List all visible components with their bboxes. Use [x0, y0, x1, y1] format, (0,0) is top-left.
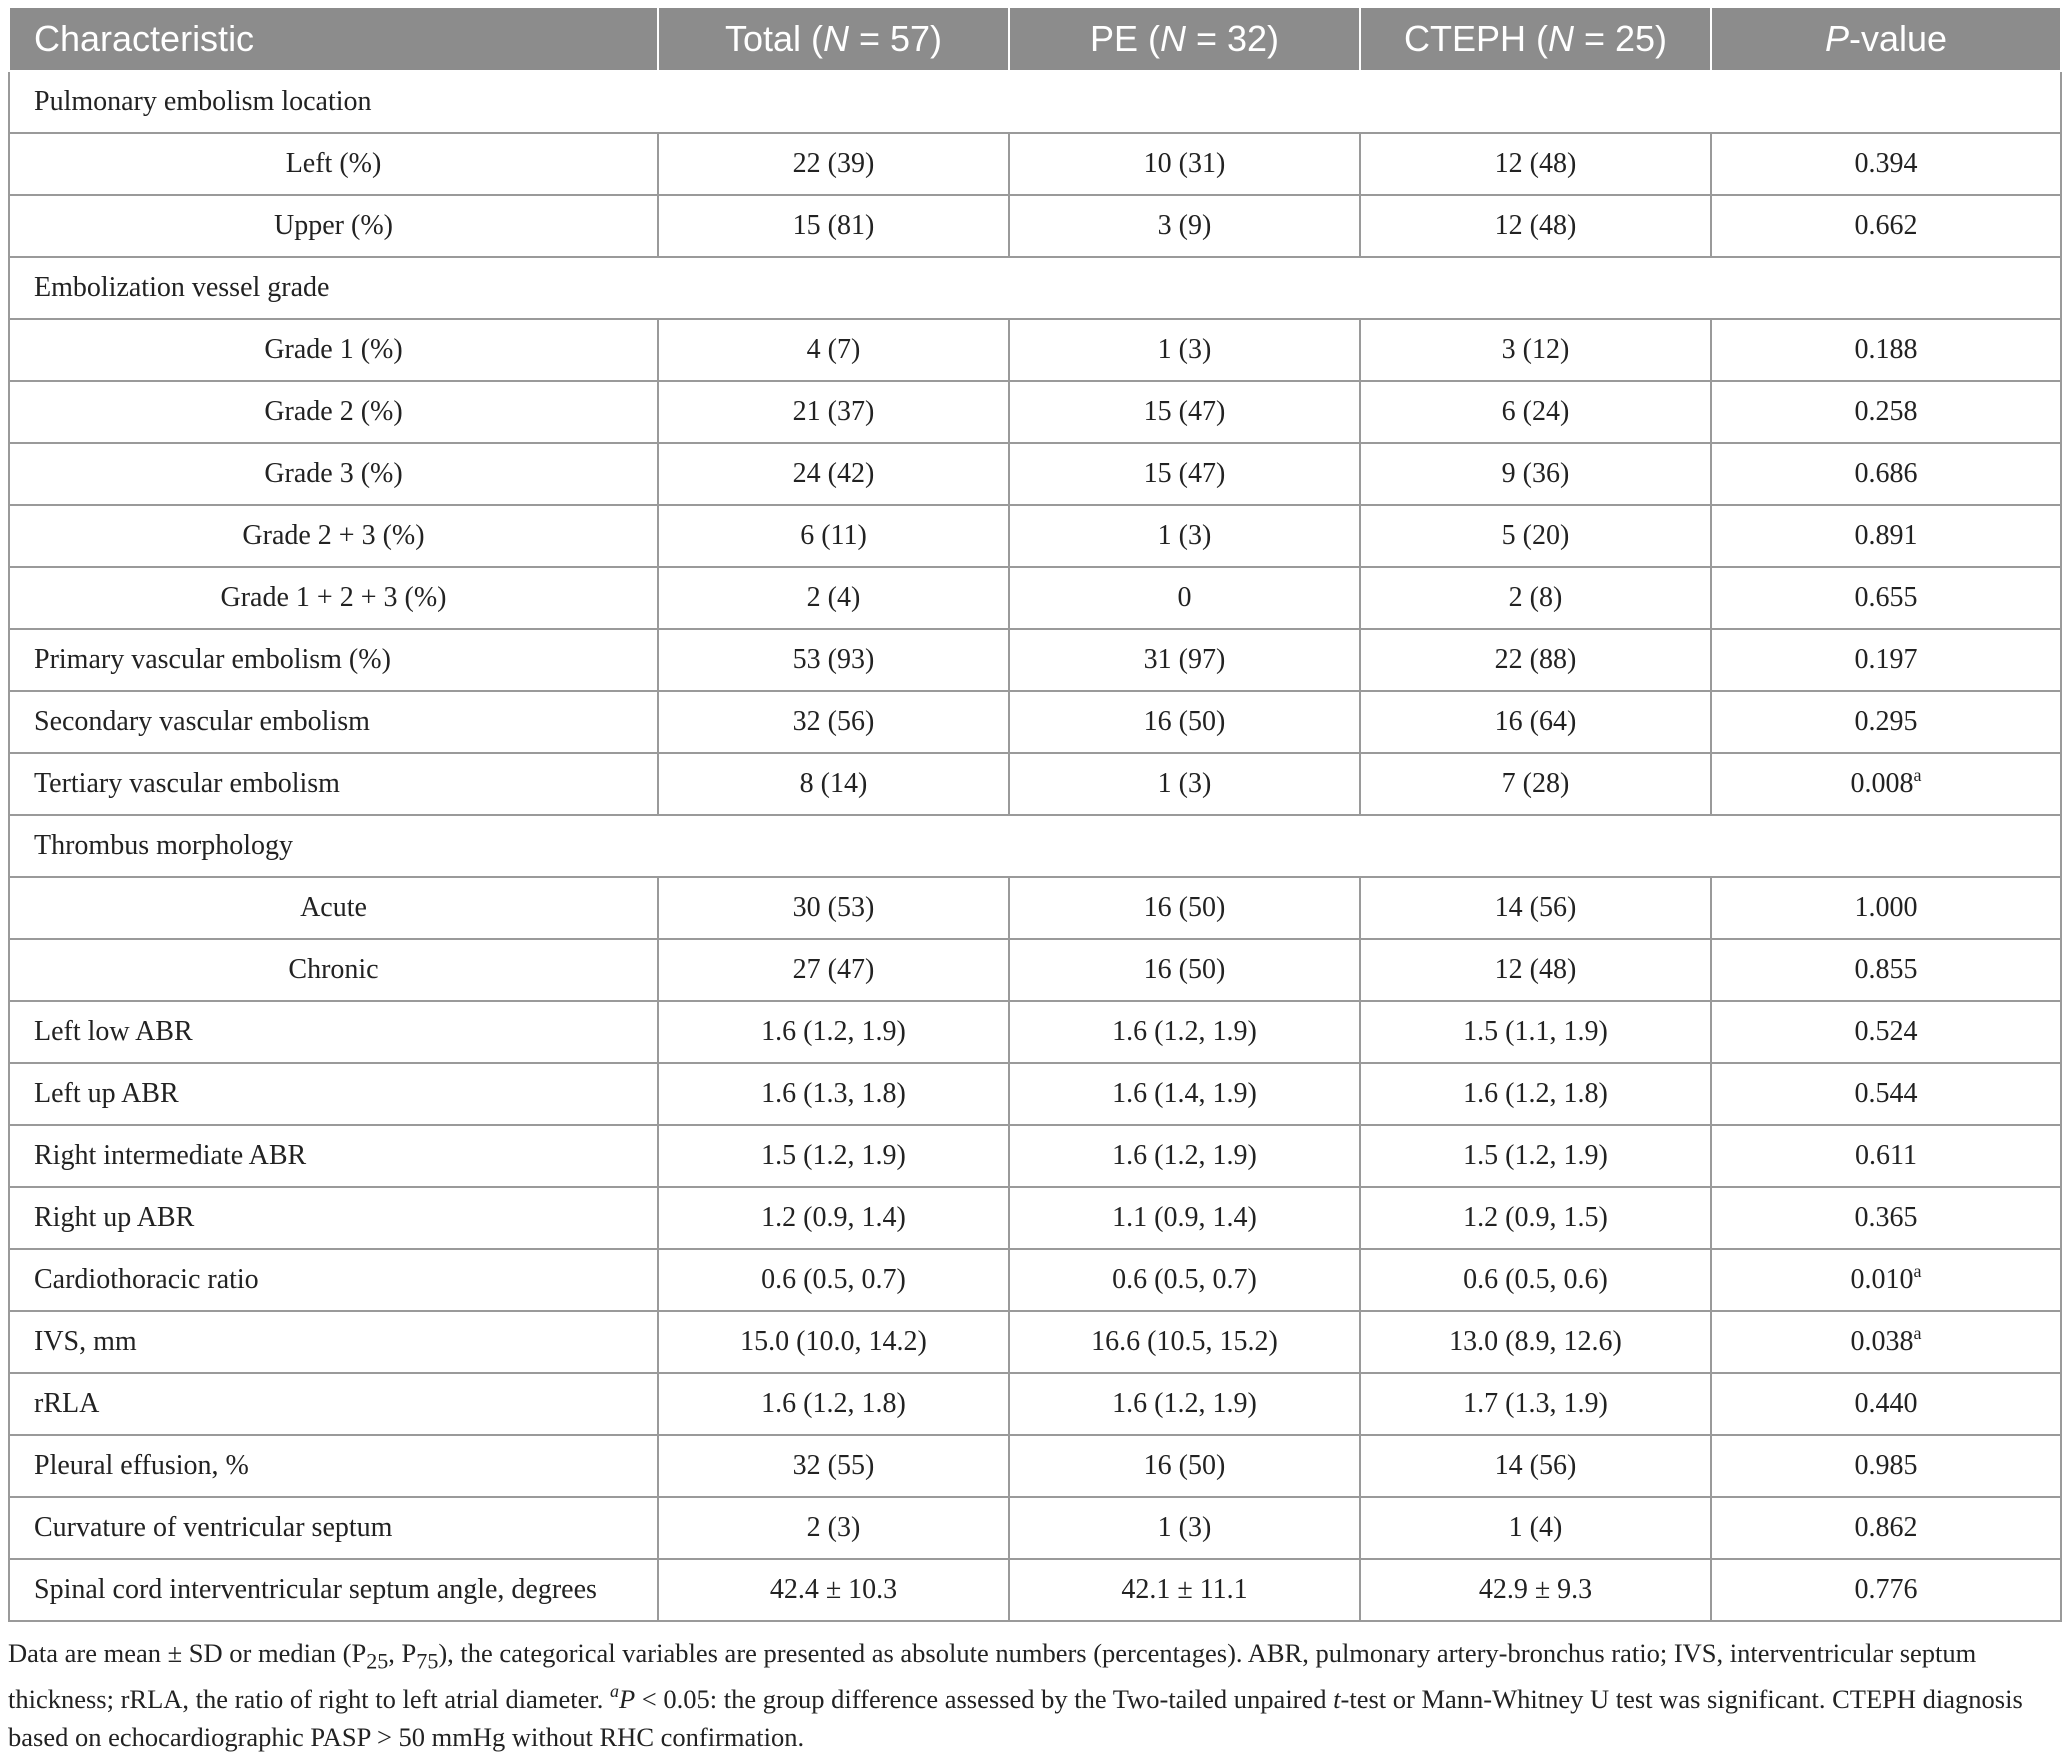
cell-total: 15.0 (10.0, 14.2)	[658, 1311, 1009, 1373]
row-label: Curvature of ventricular septum	[9, 1497, 658, 1559]
table-row	[9, 195, 2061, 257]
cell-pe: 16 (50)	[1009, 939, 1360, 1001]
cell-pe: 10 (31)	[1009, 133, 1360, 195]
cell-p-value	[1711, 939, 2061, 1001]
significance-marker: a	[1913, 1323, 1922, 1343]
header-total: Total (N = 57)	[658, 7, 1009, 71]
cell-total: 1.6 (1.2, 1.9)	[658, 1001, 1009, 1063]
table-row	[9, 1497, 2061, 1559]
cell-p-value	[1711, 691, 2061, 753]
cell-p-value	[1711, 877, 2061, 939]
cell-pe: 15 (47)	[1009, 443, 1360, 505]
cell-pe: 1 (3)	[1009, 505, 1360, 567]
row-label: Grade 1 (%)	[9, 319, 658, 381]
significance-marker: a	[1913, 1261, 1922, 1281]
cell-pe: 1 (3)	[1009, 319, 1360, 381]
cell-pe: 1.6 (1.4, 1.9)	[1009, 1063, 1360, 1125]
cell-cteph: 1.2 (0.9, 1.5)	[1360, 1187, 1711, 1249]
cell-pe: 1.6 (1.2, 1.9)	[1009, 1125, 1360, 1187]
section-label: Pulmonary embolism location	[9, 71, 2061, 133]
cell-total: 21 (37)	[658, 381, 1009, 443]
cell-p-value	[1711, 381, 2061, 443]
row-label: Spinal cord interventricular septum angle, degrees	[9, 1559, 658, 1621]
cell-cteph: 14 (56)	[1360, 1435, 1711, 1497]
header-p-value: P-value	[1711, 7, 2061, 71]
p-value-text: 0.258	[1854, 396, 1918, 427]
section-row	[9, 815, 2061, 877]
table-row	[9, 1311, 2061, 1373]
p-value-text: 0.686	[1854, 458, 1918, 489]
header-cteph: CTEPH (N = 25)	[1360, 7, 1711, 71]
table-header-row	[9, 7, 2061, 71]
cell-cteph: 1.5 (1.2, 1.9)	[1360, 1125, 1711, 1187]
cell-total: 27 (47)	[658, 939, 1009, 1001]
table-row	[9, 877, 2061, 939]
cell-total: 1.5 (1.2, 1.9)	[658, 1125, 1009, 1187]
table-row	[9, 567, 2061, 629]
row-label: Acute	[9, 877, 658, 939]
cell-p-value	[1711, 1311, 2061, 1373]
table-row	[9, 1249, 2061, 1311]
row-label: Tertiary vascular embolism	[9, 753, 658, 815]
cell-cteph: 0.6 (0.5, 0.6)	[1360, 1249, 1711, 1311]
table-row	[9, 1125, 2061, 1187]
cell-pe: 3 (9)	[1009, 195, 1360, 257]
cell-total: 22 (39)	[658, 133, 1009, 195]
cell-cteph: 2 (8)	[1360, 567, 1711, 629]
row-label: Right up ABR	[9, 1187, 658, 1249]
cell-pe: 1 (3)	[1009, 753, 1360, 815]
table-row	[9, 1001, 2061, 1063]
p-value-text: 0.544	[1854, 1078, 1918, 1109]
cell-total: 2 (3)	[658, 1497, 1009, 1559]
p-value-text: 0.611	[1855, 1140, 1917, 1171]
section-row	[9, 257, 2061, 319]
cell-cteph: 16 (64)	[1360, 691, 1711, 753]
cell-pe: 31 (97)	[1009, 629, 1360, 691]
cell-cteph: 3 (12)	[1360, 319, 1711, 381]
cell-pe: 15 (47)	[1009, 381, 1360, 443]
cell-p-value	[1711, 195, 2061, 257]
table-row	[9, 319, 2061, 381]
p-value-text: 0.524	[1854, 1016, 1918, 1047]
cell-cteph: 1.7 (1.3, 1.9)	[1360, 1373, 1711, 1435]
cell-p-value	[1711, 1125, 2061, 1187]
table-row	[9, 443, 2061, 505]
cell-cteph: 9 (36)	[1360, 443, 1711, 505]
cell-pe: 16 (50)	[1009, 1435, 1360, 1497]
table-footnote	[8, 1634, 2062, 1756]
p-value-text: 0.776	[1854, 1574, 1918, 1605]
row-label: Left up ABR	[9, 1063, 658, 1125]
cell-cteph: 42.9 ± 9.3	[1360, 1559, 1711, 1621]
cell-total: 0.6 (0.5, 0.7)	[658, 1249, 1009, 1311]
table-row	[9, 629, 2061, 691]
p-value-text: 0.655	[1854, 582, 1918, 613]
table-row	[9, 939, 2061, 1001]
row-label: Pleural effusion, %	[9, 1435, 658, 1497]
table-row	[9, 1559, 2061, 1621]
cell-cteph: 7 (28)	[1360, 753, 1711, 815]
cell-total: 30 (53)	[658, 877, 1009, 939]
results-table-container	[8, 6, 2060, 1622]
footnote-text: Data are mean ± SD or median ($P_{25}$, $P_{75}$), the categorical variables are presented as absolute numbers (percentages). ABR, pulmonary artery-bronchus ratio; IVS, interventricular septum thickness; rRLA, the ratio of right to left atrial diameter. $^a$P < 0.05: the group difference assessed by the Two-tailed unpaired t-test or Mann-Whitney U test was significant. CTEPH diagnosis based on echocardiographic PASP > 50 mmHg without RHC confirmation.	[8, 1638, 2023, 1753]
cell-pe: 16 (50)	[1009, 877, 1360, 939]
cell-p-value	[1711, 1063, 2061, 1125]
cell-p-value	[1711, 1249, 2061, 1311]
cell-p-value	[1711, 1373, 2061, 1435]
cell-pe: 42.1 ± 11.1	[1009, 1559, 1360, 1621]
row-label: Grade 2 + 3 (%)	[9, 505, 658, 567]
cell-total: 4 (7)	[658, 319, 1009, 381]
cell-pe: 16.6 (10.5, 15.2)	[1009, 1311, 1360, 1373]
p-value-text: 0.008	[1850, 768, 1914, 799]
cell-cteph: 1.6 (1.2, 1.8)	[1360, 1063, 1711, 1125]
p-value-text: 0.197	[1854, 644, 1918, 675]
cell-pe: 1.1 (0.9, 1.4)	[1009, 1187, 1360, 1249]
table-row	[9, 1063, 2061, 1125]
cell-p-value	[1711, 567, 2061, 629]
cell-p-value	[1711, 753, 2061, 815]
cell-total: 32 (56)	[658, 691, 1009, 753]
cell-cteph: 12 (48)	[1360, 195, 1711, 257]
cell-p-value	[1711, 1497, 2061, 1559]
cell-pe: 1.6 (1.2, 1.9)	[1009, 1001, 1360, 1063]
cell-p-value	[1711, 1559, 2061, 1621]
table-row	[9, 505, 2061, 567]
table-body	[9, 71, 2061, 1621]
p-value-text: 0.891	[1854, 520, 1918, 551]
cell-p-value	[1711, 1435, 2061, 1497]
cell-pe: 0.6 (0.5, 0.7)	[1009, 1249, 1360, 1311]
row-label: Cardiothoracic ratio	[9, 1249, 658, 1311]
table-row	[9, 1187, 2061, 1249]
header-characteristic: Characteristic	[9, 7, 658, 71]
row-label: Chronic	[9, 939, 658, 1001]
row-label: Left low ABR	[9, 1001, 658, 1063]
table-row	[9, 753, 2061, 815]
row-label: Grade 3 (%)	[9, 443, 658, 505]
cell-cteph: 1 (4)	[1360, 1497, 1711, 1559]
cell-cteph: 5 (20)	[1360, 505, 1711, 567]
cell-total: 24 (42)	[658, 443, 1009, 505]
p-value-text: 0.038	[1850, 1326, 1914, 1357]
cell-p-value	[1711, 443, 2061, 505]
cell-p-value	[1711, 1187, 2061, 1249]
cell-cteph: 22 (88)	[1360, 629, 1711, 691]
header-pe: PE (N = 32)	[1009, 7, 1360, 71]
row-label: Upper (%)	[9, 195, 658, 257]
p-value-text: 0.855	[1854, 954, 1918, 985]
row-label: Left (%)	[9, 133, 658, 195]
p-value-text: 0.862	[1854, 1512, 1918, 1543]
row-label: IVS, mm	[9, 1311, 658, 1373]
cell-cteph: 1.5 (1.1, 1.9)	[1360, 1001, 1711, 1063]
cell-p-value	[1711, 1001, 2061, 1063]
row-label: Primary vascular embolism (%)	[9, 629, 658, 691]
cell-cteph: 6 (24)	[1360, 381, 1711, 443]
cell-total: 1.6 (1.3, 1.8)	[658, 1063, 1009, 1125]
cell-total: 53 (93)	[658, 629, 1009, 691]
cell-p-value	[1711, 319, 2061, 381]
row-label: rRLA	[9, 1373, 658, 1435]
significance-marker: a	[1913, 765, 1922, 785]
cell-p-value	[1711, 629, 2061, 691]
p-value-text: 0.662	[1854, 210, 1918, 241]
cell-total: 8 (14)	[658, 753, 1009, 815]
row-label: Secondary vascular embolism	[9, 691, 658, 753]
section-label: Thrombus morphology	[9, 815, 2061, 877]
p-value-text: 0.440	[1854, 1388, 1918, 1419]
cell-total: 42.4 ± 10.3	[658, 1559, 1009, 1621]
table-row	[9, 1373, 2061, 1435]
p-value-text: 0.365	[1854, 1202, 1918, 1233]
p-value-text: 0.985	[1854, 1450, 1918, 1481]
p-value-text: 0.010	[1850, 1264, 1914, 1295]
p-value-text: 0.295	[1854, 706, 1918, 737]
table-row	[9, 691, 2061, 753]
row-label: Grade 1 + 2 + 3 (%)	[9, 567, 658, 629]
cell-total: 32 (55)	[658, 1435, 1009, 1497]
cell-total: 15 (81)	[658, 195, 1009, 257]
row-label: Grade 2 (%)	[9, 381, 658, 443]
cell-total: 6 (11)	[658, 505, 1009, 567]
cell-cteph: 12 (48)	[1360, 939, 1711, 1001]
cell-pe: 1 (3)	[1009, 1497, 1360, 1559]
cell-pe: 1.6 (1.2, 1.9)	[1009, 1373, 1360, 1435]
cell-p-value	[1711, 133, 2061, 195]
cell-total: 2 (4)	[658, 567, 1009, 629]
section-row	[9, 71, 2061, 133]
cell-total: 1.6 (1.2, 1.8)	[658, 1373, 1009, 1435]
cell-total: 1.2 (0.9, 1.4)	[658, 1187, 1009, 1249]
cell-cteph: 13.0 (8.9, 12.6)	[1360, 1311, 1711, 1373]
table-row	[9, 381, 2061, 443]
p-value-text: 0.188	[1854, 334, 1918, 365]
section-label: Embolization vessel grade	[9, 257, 2061, 319]
p-value-text: 1.000	[1854, 892, 1918, 923]
characteristics-table	[8, 6, 2062, 1622]
table-row	[9, 133, 2061, 195]
cell-pe: 16 (50)	[1009, 691, 1360, 753]
cell-p-value	[1711, 505, 2061, 567]
row-label: Right intermediate ABR	[9, 1125, 658, 1187]
cell-cteph: 12 (48)	[1360, 133, 1711, 195]
cell-cteph: 14 (56)	[1360, 877, 1711, 939]
cell-pe: 0	[1009, 567, 1360, 629]
p-value-text: 0.394	[1854, 148, 1918, 179]
table-row	[9, 1435, 2061, 1497]
